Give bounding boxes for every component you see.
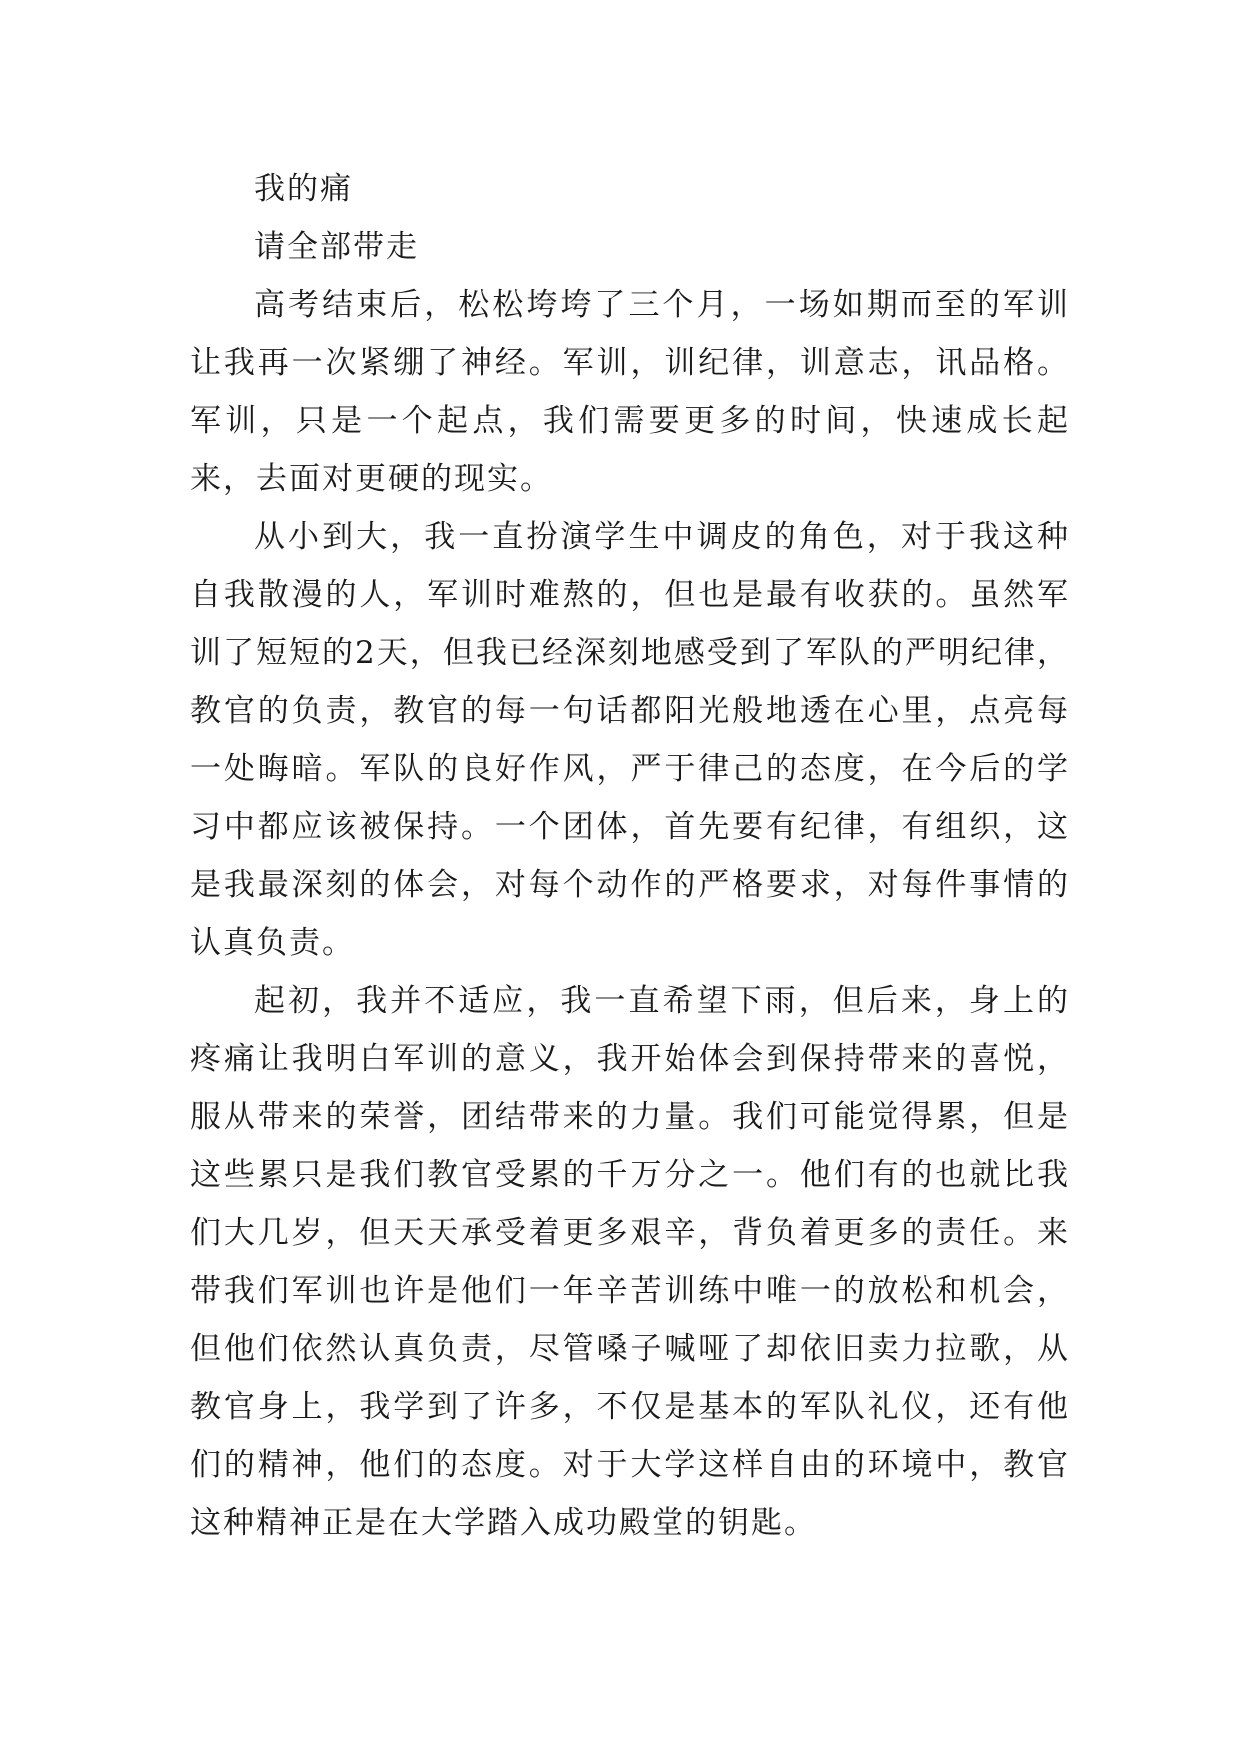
document-body [190,160,1070,1552]
paragraph-2: 从小到大，我一直扮演学生中调皮的角色，对于我这种自我散漫的人，军训时难熬的，但也是最有收获的。虽然军训了短短的2天，但我已经深刻地感受到了军队的严明纪律，教官的负责，教官的每一句话都阳光般地透在心里，点亮每一处晦暗。军队的良好作风，严于律己的态度，在今后的学习中都应该被保持。一个团体，首先要有纪律，有组织，这是我最深刻的体会，对每个动作的严格要求，对每件事情的认真负责。 [190,519,1070,961]
paragraph-3: 起初，我并不适应，我一直希望下雨，但后来，身上的疼痛让我明白军训的意义，我开始体会到保持带来的喜悦，服从带来的荣誉，团结带来的力量。我们可能觉得累，但是这些累只是我们教官受累的千万分之一。他们有的也就比我们大几岁，但天天承受着更多艰辛，背负着更多的责任。来带我们军训也许是他们一年辛苦训练中唯一的放松和机会，但他们依然认真负责，尽管嗓子喊哑了却依旧卖力拉歌，从教官身上，我学到了许多，不仅是基本的军队礼仪，还有他们的精神，他们的态度。对于大学这样自由的环境中，教官这种精神正是在大学踏入成功殿堂的钥匙。 [190,983,1070,1541]
paragraph-1: 高考结束后，松松垮垮了三个月，一场如期而至的军训让我再一次紧绷了神经。军训，训纪律，训意志，讯品格。军训，只是一个起点，我们需要更多的时间，快速成长起来，去面对更硬的现实。 [190,287,1070,497]
title-line-1: 我的痛 [254,171,353,207]
title-line-2: 请全部带走 [254,229,419,265]
